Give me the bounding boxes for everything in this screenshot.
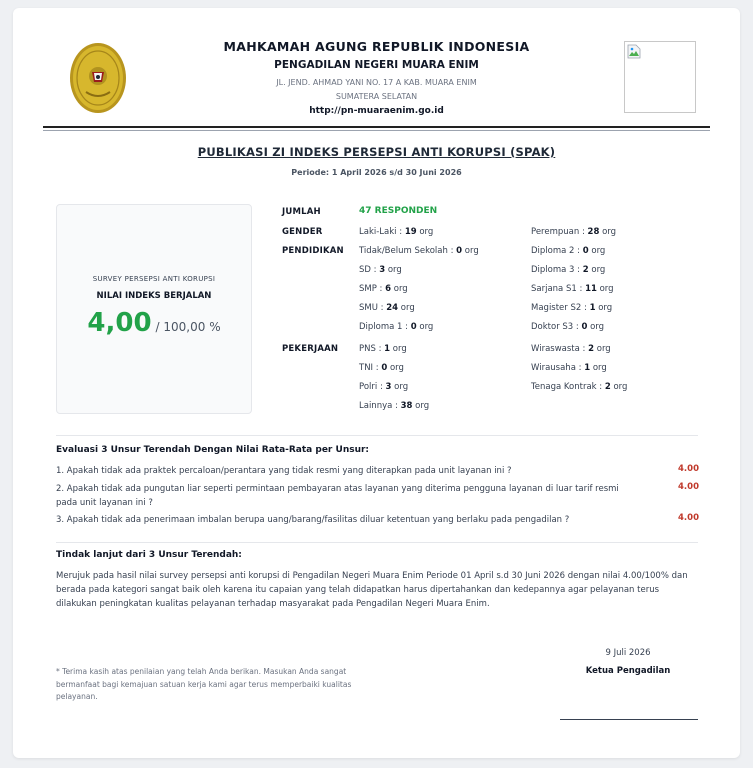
footnote: * Terima kasih atas penilaian yang telah Anda berikan. Masukan Anda sangat bermanfaat bagi kemajuan satuan kerja kami agar terus memperbaiki kualitas pelayanan. xyxy=(56,667,352,701)
court-url[interactable]: http://pn-muaraenim.go.id xyxy=(309,106,444,116)
respondent-count: 47 RESPONDEN xyxy=(359,206,438,216)
survey-label: SURVEY PERSEPSI ANTI KORUPSI xyxy=(92,275,216,283)
pekerjaan-label: PEKERJAAN xyxy=(282,344,339,354)
letterhead xyxy=(163,38,590,118)
job-item: Wiraswasta : 2 org xyxy=(531,344,611,354)
signature-date: 9 Juli 2026 xyxy=(605,648,651,658)
job-item: PNS : 1 org xyxy=(359,344,407,354)
edu-item: SMU : 24 org xyxy=(359,303,415,313)
edu-item: Doktor S3 : 0 org xyxy=(531,322,605,332)
court-address: JL. JEND. AHMAD YANI NO. 17 A KAB. MUARA ENIM xyxy=(276,78,477,87)
job-item: TNI : 0 org xyxy=(359,363,404,373)
evaluation-question: 1. Apakah tidak ada praktek percaloan/perantara yang tidak resmi yang diterapkan pada unit layanan ini ? xyxy=(56,466,512,476)
section-divider xyxy=(56,542,698,543)
header-rule-thick xyxy=(43,126,710,128)
edu-item: Tidak/Belum Sekolah : 0 org xyxy=(359,246,479,256)
evaluation-score: 4.00 xyxy=(678,464,699,474)
job-item: Tenaga Kontrak : 2 org xyxy=(531,382,628,392)
index-value: 4,00 xyxy=(87,308,152,338)
signature-title: Ketua Pengadilan xyxy=(585,666,671,676)
signature-line xyxy=(560,719,698,720)
edu-item: SD : 3 org xyxy=(359,265,402,275)
header-rule-thin xyxy=(43,130,710,131)
court-province: SUMATERA SELATAN xyxy=(335,92,418,101)
index-score-card xyxy=(56,204,252,414)
qr-code-image xyxy=(624,41,696,113)
edu-item: Diploma 2 : 0 org xyxy=(531,246,606,256)
evaluation-score: 4.00 xyxy=(678,513,699,523)
broken-image-icon xyxy=(627,44,641,59)
job-item: Wirausaha : 1 org xyxy=(531,363,607,373)
respondent-stats xyxy=(282,206,722,416)
gender-female: Perempuan : 28 org xyxy=(531,227,617,237)
institution-name: MAHKAMAH AGUNG REPUBLIK INDONESIA xyxy=(223,39,530,54)
evaluation-question: 2. Apakah tidak ada pungutan liar seperti permintaan pembayaran atas layanan yang diterima pengguna layanan di luar tarif resmi pada unit layanan ini ? xyxy=(56,484,619,508)
evaluation-title: Evaluasi 3 Unsur Terendah Dengan Nilai Rata-Rata per Unsur: xyxy=(56,445,370,455)
section-divider xyxy=(56,435,698,436)
edu-item: SMP : 6 org xyxy=(359,284,408,294)
job-item: Lainnya : 38 org xyxy=(359,401,430,411)
pendidikan-label: PENDIDIKAN xyxy=(282,246,344,256)
gender-male: Laki-Laki : 19 org xyxy=(359,227,434,237)
court-name: PENGADILAN NEGERI MUARA ENIM xyxy=(274,59,479,71)
index-label: NILAI INDEKS BERJALAN xyxy=(96,291,212,301)
jumlah-label: JUMLAH xyxy=(282,207,321,217)
edu-item: Diploma 1 : 0 org xyxy=(359,322,434,332)
court-emblem-logo xyxy=(69,42,127,114)
document-page xyxy=(13,8,740,758)
index-max: / 100,00 % xyxy=(155,320,221,334)
evaluation-question: 3. Apakah tidak ada penerimaan imbalan berupa uang/barang/fasilitas diluar ketentuan yang berlaku pada pengadilan ? xyxy=(56,515,570,525)
edu-item: Sarjana S1 : 11 org xyxy=(531,284,614,294)
follow-up-title: Tindak lanjut dari 3 Unsur Terendah: xyxy=(56,550,242,560)
evaluation-score: 4.00 xyxy=(678,482,699,492)
edu-item: Magister S2 : 1 org xyxy=(531,303,613,313)
job-item: Polri : 3 org xyxy=(359,382,409,392)
document-title: PUBLIKASI ZI INDEKS PERSEPSI ANTI KORUPSI (SPAK) xyxy=(197,145,556,159)
follow-up-body: Merujuk pada hasil nilai survey persepsi anti korupsi di Pengadilan Negeri Muara Enim Periode 01 April s.d 30 Juni 2026 dengan nilai 4.00/100% dan berada pada kategori sangat baik oleh karena itu capaian yang telah didapatkan harus dipertahankan dan kedepannya agar pelayanan terus dilakukan peningkatan kualitas pelayanan terhadap masyarakat pada Pengadilan Negeri Muara Enim. xyxy=(56,571,688,609)
edu-item: Diploma 3 : 2 org xyxy=(531,265,606,275)
period-label: Periode: 1 April 2026 s/d 30 Juni 2026 xyxy=(291,168,462,177)
gender-label: GENDER xyxy=(282,227,323,237)
